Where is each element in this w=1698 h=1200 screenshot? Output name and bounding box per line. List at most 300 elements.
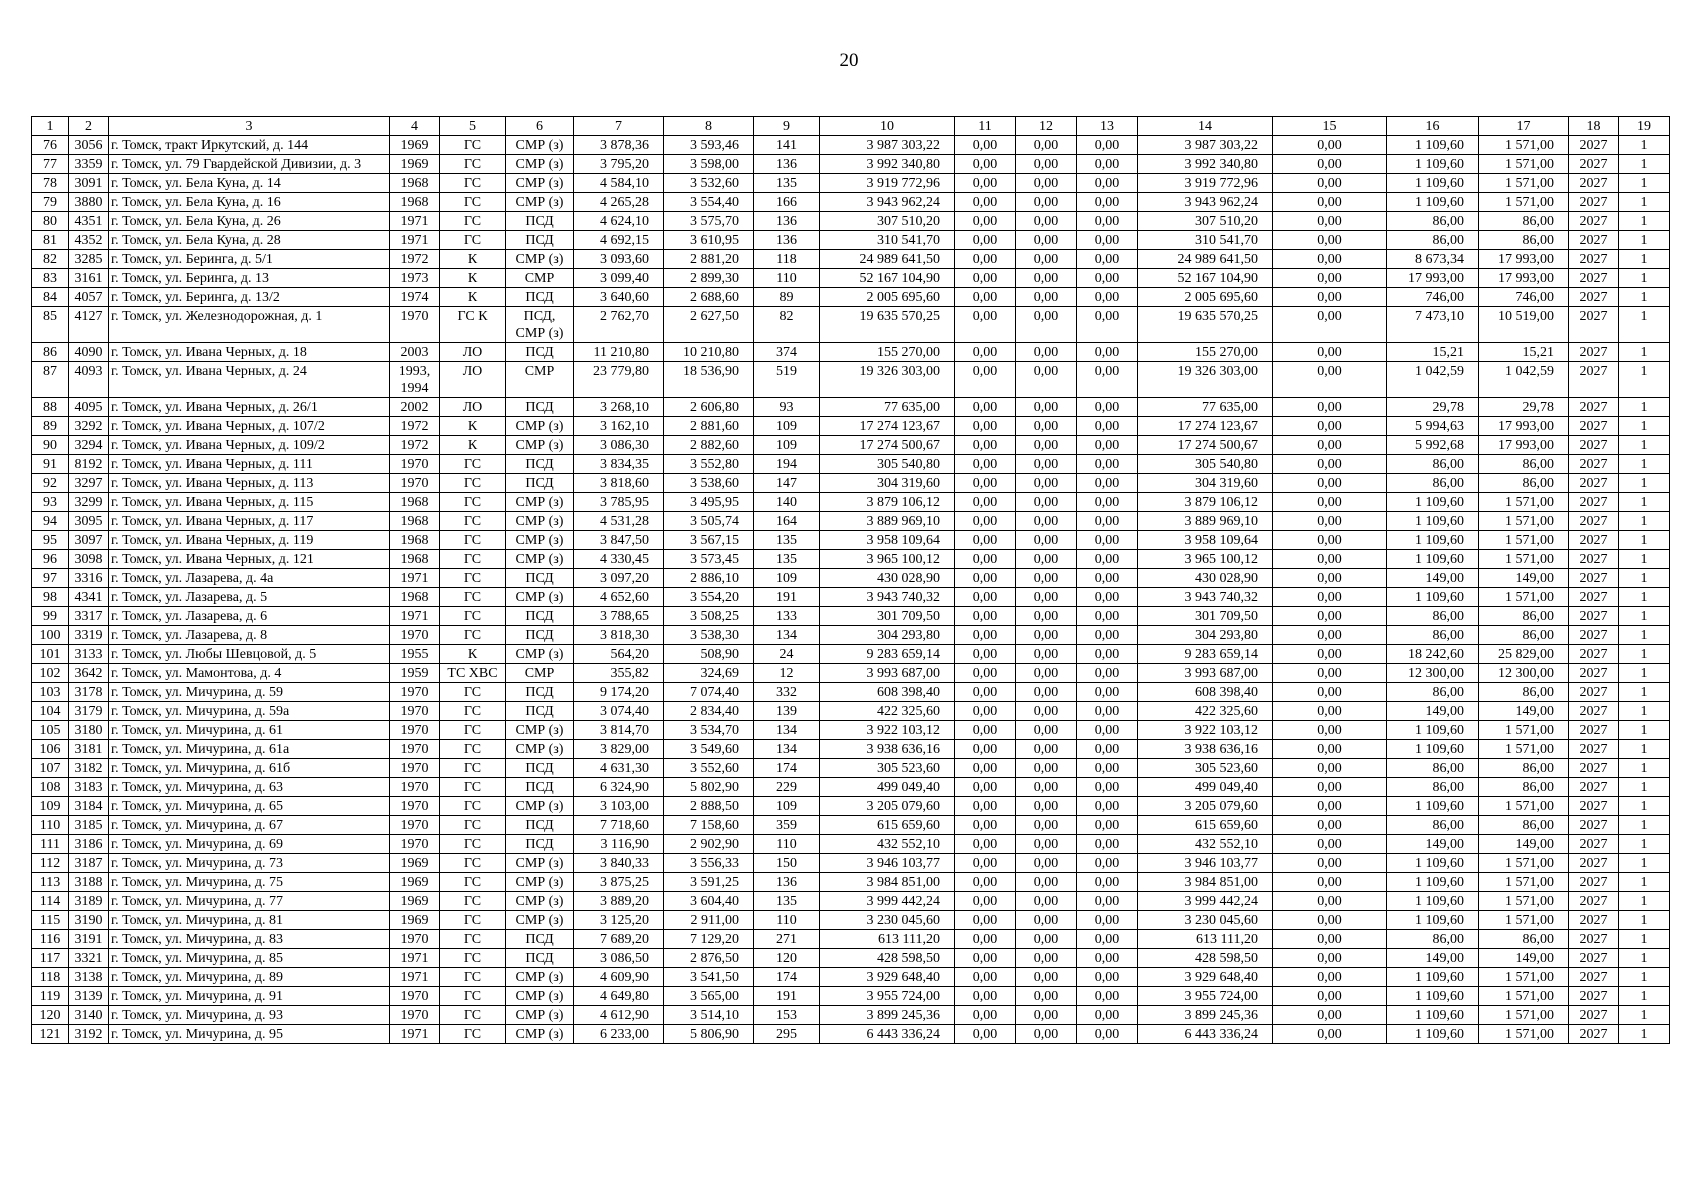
max-unit-cost-cell: 29,78 (1479, 398, 1569, 417)
object-id-cell: 3190 (69, 911, 109, 930)
work-type-cell: ПСД (506, 569, 574, 588)
living-area-cell: 3 541,50 (664, 968, 754, 987)
build-year-cell: 1970 (390, 307, 440, 343)
max-unit-cost-cell: 1 571,00 (1479, 987, 1569, 1006)
work-type-cell: СМР (з) (506, 721, 574, 740)
other-sources-cell: 0,00 (1273, 417, 1387, 436)
wall-material-cell: ГС (440, 721, 506, 740)
wall-material-cell: ГС (440, 550, 506, 569)
wall-material-cell: ГС (440, 892, 506, 911)
work-type-cell: ПСД (506, 702, 574, 721)
other-sources-cell: 0,00 (1273, 550, 1387, 569)
stage-cell: 1 (1619, 531, 1670, 550)
other-sources-cell: 0,00 (1273, 231, 1387, 250)
wall-material-cell: ГС (440, 759, 506, 778)
residents-cell: 139 (754, 702, 820, 721)
table-row (32, 531, 1670, 550)
address-cell: г. Томск, ул. Беринга, д. 13 (109, 269, 390, 288)
stage-cell: 1 (1619, 683, 1670, 702)
object-id-cell: 3140 (69, 1006, 109, 1025)
object-id-cell: 3184 (69, 797, 109, 816)
fund-federal-cell: 0,00 (955, 136, 1016, 155)
wall-material-cell: ГС (440, 702, 506, 721)
wall-material-cell: ТС ХВС (440, 664, 506, 683)
fund-regional-cell: 0,00 (1016, 721, 1077, 740)
total-area-cell: 4 649,80 (574, 987, 664, 1006)
max-unit-cost-cell: 149,00 (1479, 835, 1569, 854)
total-cost-cell: 615 659,60 (820, 816, 955, 835)
fund-local-cell: 0,00 (1077, 212, 1138, 231)
object-id-cell: 3178 (69, 683, 109, 702)
max-unit-cost-cell: 1 571,00 (1479, 968, 1569, 987)
work-type-cell: ПСД (506, 759, 574, 778)
total-area-cell: 4 265,28 (574, 193, 664, 212)
living-area-cell: 3 575,70 (664, 212, 754, 231)
fund-federal-cell: 0,00 (955, 778, 1016, 797)
table-row (32, 362, 1670, 398)
address-cell: г. Томск, ул. Мичурина, д. 91 (109, 987, 390, 1006)
unit-cost-cell: 15,21 (1387, 343, 1479, 362)
fund-regional-cell: 0,00 (1016, 797, 1077, 816)
build-year-cell: 1970 (390, 683, 440, 702)
stage-cell: 1 (1619, 797, 1670, 816)
living-area-cell: 7 074,40 (664, 683, 754, 702)
repair-program-table (31, 116, 1670, 1044)
plan-year-cell: 2027 (1569, 759, 1619, 778)
other-sources-cell: 0,00 (1273, 607, 1387, 626)
stage-cell: 1 (1619, 626, 1670, 645)
fund-regional-cell: 0,00 (1016, 778, 1077, 797)
work-type-cell: СМР (з) (506, 250, 574, 269)
max-unit-cost-cell: 86,00 (1479, 231, 1569, 250)
address-cell: г. Томск, ул. Бела Куна, д. 26 (109, 212, 390, 231)
fund-federal-cell: 0,00 (955, 550, 1016, 569)
total-cost-cell: 422 325,60 (820, 702, 955, 721)
fund-local-cell: 0,00 (1077, 816, 1138, 835)
wall-material-cell: ЛО (440, 362, 506, 398)
fund-local-cell: 0,00 (1077, 930, 1138, 949)
row-number-cell: 113 (32, 873, 69, 892)
table-row (32, 212, 1670, 231)
residents-cell: 133 (754, 607, 820, 626)
total-area-cell: 4 612,90 (574, 1006, 664, 1025)
stage-cell: 1 (1619, 155, 1670, 174)
total-cost-cell: 310 541,70 (820, 231, 955, 250)
table-row (32, 455, 1670, 474)
living-area-cell: 3 604,40 (664, 892, 754, 911)
residents-cell: 109 (754, 569, 820, 588)
other-sources-cell: 0,00 (1273, 455, 1387, 474)
total-cost-cell: 19 326 303,00 (820, 362, 955, 398)
fund-regional-cell: 0,00 (1016, 607, 1077, 626)
fund-owners-cell: 3 205 079,60 (1138, 797, 1273, 816)
stage-cell: 1 (1619, 231, 1670, 250)
wall-material-cell: ГС (440, 136, 506, 155)
fund-local-cell: 0,00 (1077, 797, 1138, 816)
address-cell: г. Томск, ул. Мичурина, д. 75 (109, 873, 390, 892)
unit-cost-cell: 86,00 (1387, 607, 1479, 626)
table-body (32, 117, 1670, 1044)
work-type-cell: СМР (з) (506, 911, 574, 930)
row-number-cell: 91 (32, 455, 69, 474)
wall-material-cell: ГС (440, 626, 506, 645)
total-cost-cell: 301 709,50 (820, 607, 955, 626)
object-id-cell: 3095 (69, 512, 109, 531)
object-id-cell: 3185 (69, 816, 109, 835)
unit-cost-cell: 1 109,60 (1387, 155, 1479, 174)
column-number-6: 6 (506, 117, 574, 136)
living-area-cell: 3 549,60 (664, 740, 754, 759)
object-id-cell: 3292 (69, 417, 109, 436)
plan-year-cell: 2027 (1569, 968, 1619, 987)
address-cell: г. Томск, ул. Любы Шевцовой, д. 5 (109, 645, 390, 664)
object-id-cell: 3642 (69, 664, 109, 683)
build-year-cell: 1970 (390, 759, 440, 778)
fund-owners-cell: 428 598,50 (1138, 949, 1273, 968)
table-row (32, 174, 1670, 193)
work-type-cell: ПСД (506, 343, 574, 362)
residents-cell: 332 (754, 683, 820, 702)
fund-owners-cell: 3 965 100,12 (1138, 550, 1273, 569)
work-type-cell: СМР (506, 664, 574, 683)
total-cost-cell: 3 999 442,24 (820, 892, 955, 911)
total-cost-cell: 3 922 103,12 (820, 721, 955, 740)
column-number-5: 5 (440, 117, 506, 136)
fund-federal-cell: 0,00 (955, 362, 1016, 398)
living-area-cell: 3 573,45 (664, 550, 754, 569)
other-sources-cell: 0,00 (1273, 250, 1387, 269)
living-area-cell: 3 538,60 (664, 474, 754, 493)
fund-federal-cell: 0,00 (955, 307, 1016, 343)
stage-cell: 1 (1619, 588, 1670, 607)
residents-cell: 191 (754, 588, 820, 607)
total-area-cell: 4 692,15 (574, 231, 664, 250)
residents-cell: 134 (754, 626, 820, 645)
plan-year-cell: 2027 (1569, 343, 1619, 362)
fund-local-cell: 0,00 (1077, 911, 1138, 930)
max-unit-cost-cell: 86,00 (1479, 455, 1569, 474)
address-cell: г. Томск, ул. Мамонтова, д. 4 (109, 664, 390, 683)
fund-federal-cell: 0,00 (955, 1006, 1016, 1025)
total-cost-cell: 3 230 045,60 (820, 911, 955, 930)
build-year-cell: 1970 (390, 740, 440, 759)
stage-cell: 1 (1619, 968, 1670, 987)
plan-year-cell: 2027 (1569, 854, 1619, 873)
fund-regional-cell: 0,00 (1016, 1006, 1077, 1025)
fund-regional-cell: 0,00 (1016, 269, 1077, 288)
plan-year-cell: 2027 (1569, 436, 1619, 455)
object-id-cell: 3139 (69, 987, 109, 1006)
fund-regional-cell: 0,00 (1016, 212, 1077, 231)
total-cost-cell: 19 635 570,25 (820, 307, 955, 343)
plan-year-cell: 2027 (1569, 417, 1619, 436)
address-cell: г. Томск, ул. Ивана Черных, д. 113 (109, 474, 390, 493)
work-type-cell: ПСД (506, 816, 574, 835)
table-row (32, 968, 1670, 987)
total-area-cell: 3 840,33 (574, 854, 664, 873)
column-number-7: 7 (574, 117, 664, 136)
table-row (32, 250, 1670, 269)
column-number-15: 15 (1273, 117, 1387, 136)
wall-material-cell: К (440, 288, 506, 307)
build-year-cell: 1973 (390, 269, 440, 288)
address-cell: г. Томск, ул. Мичурина, д. 83 (109, 930, 390, 949)
total-area-cell: 6 324,90 (574, 778, 664, 797)
total-area-cell: 4 531,28 (574, 512, 664, 531)
other-sources-cell: 0,00 (1273, 474, 1387, 493)
row-number-cell: 81 (32, 231, 69, 250)
other-sources-cell: 0,00 (1273, 702, 1387, 721)
max-unit-cost-cell: 86,00 (1479, 212, 1569, 231)
fund-owners-cell: 19 635 570,25 (1138, 307, 1273, 343)
address-cell: г. Томск, ул. Беринга, д. 5/1 (109, 250, 390, 269)
fund-regional-cell: 0,00 (1016, 136, 1077, 155)
fund-local-cell: 0,00 (1077, 1025, 1138, 1044)
other-sources-cell: 0,00 (1273, 531, 1387, 550)
column-number-4: 4 (390, 117, 440, 136)
row-number-cell: 114 (32, 892, 69, 911)
stage-cell: 1 (1619, 512, 1670, 531)
wall-material-cell: ГС (440, 512, 506, 531)
fund-regional-cell: 0,00 (1016, 968, 1077, 987)
row-number-cell: 120 (32, 1006, 69, 1025)
row-number-cell: 86 (32, 343, 69, 362)
plan-year-cell: 2027 (1569, 212, 1619, 231)
fund-owners-cell: 305 540,80 (1138, 455, 1273, 474)
fund-local-cell: 0,00 (1077, 136, 1138, 155)
fund-local-cell: 0,00 (1077, 854, 1138, 873)
row-number-cell: 76 (32, 136, 69, 155)
table-row (32, 797, 1670, 816)
fund-federal-cell: 0,00 (955, 645, 1016, 664)
fund-regional-cell: 0,00 (1016, 740, 1077, 759)
fund-owners-cell: 301 709,50 (1138, 607, 1273, 626)
residents-cell: 120 (754, 949, 820, 968)
residents-cell: 93 (754, 398, 820, 417)
fund-local-cell: 0,00 (1077, 987, 1138, 1006)
max-unit-cost-cell: 1 571,00 (1479, 854, 1569, 873)
object-id-cell: 4090 (69, 343, 109, 362)
fund-federal-cell: 0,00 (955, 911, 1016, 930)
max-unit-cost-cell: 17 993,00 (1479, 436, 1569, 455)
fund-local-cell: 0,00 (1077, 417, 1138, 436)
total-area-cell: 3 086,30 (574, 436, 664, 455)
fund-local-cell: 0,00 (1077, 835, 1138, 854)
max-unit-cost-cell: 86,00 (1479, 474, 1569, 493)
wall-material-cell: ГС (440, 835, 506, 854)
max-unit-cost-cell: 17 993,00 (1479, 269, 1569, 288)
residents-cell: 136 (754, 873, 820, 892)
other-sources-cell: 0,00 (1273, 892, 1387, 911)
object-id-cell: 3321 (69, 949, 109, 968)
total-cost-cell: 3 943 962,24 (820, 193, 955, 212)
fund-federal-cell: 0,00 (955, 1025, 1016, 1044)
table-row (32, 987, 1670, 1006)
living-area-cell: 3 534,70 (664, 721, 754, 740)
object-id-cell: 3319 (69, 626, 109, 645)
other-sources-cell: 0,00 (1273, 968, 1387, 987)
living-area-cell: 2 876,50 (664, 949, 754, 968)
unit-cost-cell: 5 994,63 (1387, 417, 1479, 436)
max-unit-cost-cell: 86,00 (1479, 930, 1569, 949)
build-year-cell: 1974 (390, 288, 440, 307)
wall-material-cell: ГС (440, 212, 506, 231)
fund-regional-cell: 0,00 (1016, 193, 1077, 212)
address-cell: г. Томск, ул. Мичурина, д. 61а (109, 740, 390, 759)
stage-cell: 1 (1619, 398, 1670, 417)
work-type-cell: ПСД (506, 288, 574, 307)
wall-material-cell: ГС (440, 531, 506, 550)
total-cost-cell: 3 946 103,77 (820, 854, 955, 873)
living-area-cell: 2 688,60 (664, 288, 754, 307)
living-area-cell: 5 806,90 (664, 1025, 754, 1044)
max-unit-cost-cell: 1 571,00 (1479, 174, 1569, 193)
address-cell: г. Томск, ул. Лазарева, д. 6 (109, 607, 390, 626)
total-area-cell: 3 162,10 (574, 417, 664, 436)
max-unit-cost-cell: 1 571,00 (1479, 740, 1569, 759)
stage-cell: 1 (1619, 721, 1670, 740)
table-row (32, 702, 1670, 721)
living-area-cell: 508,90 (664, 645, 754, 664)
total-cost-cell: 3 938 636,16 (820, 740, 955, 759)
plan-year-cell: 2027 (1569, 550, 1619, 569)
plan-year-cell: 2027 (1569, 664, 1619, 683)
living-area-cell: 3 495,95 (664, 493, 754, 512)
fund-owners-cell: 52 167 104,90 (1138, 269, 1273, 288)
residents-cell: 150 (754, 854, 820, 873)
residents-cell: 135 (754, 892, 820, 911)
other-sources-cell: 0,00 (1273, 512, 1387, 531)
fund-federal-cell: 0,00 (955, 816, 1016, 835)
wall-material-cell: ГС (440, 607, 506, 626)
table-row (32, 1006, 1670, 1025)
fund-federal-cell: 0,00 (955, 607, 1016, 626)
fund-regional-cell: 0,00 (1016, 343, 1077, 362)
column-number-2: 2 (69, 117, 109, 136)
build-year-cell: 1970 (390, 702, 440, 721)
row-number-cell: 78 (32, 174, 69, 193)
fund-local-cell: 0,00 (1077, 398, 1138, 417)
row-number-cell: 101 (32, 645, 69, 664)
other-sources-cell: 0,00 (1273, 307, 1387, 343)
unit-cost-cell: 1 109,60 (1387, 531, 1479, 550)
unit-cost-cell: 86,00 (1387, 212, 1479, 231)
row-number-cell: 109 (32, 797, 69, 816)
fund-regional-cell: 0,00 (1016, 835, 1077, 854)
stage-cell: 1 (1619, 362, 1670, 398)
unit-cost-cell: 86,00 (1387, 683, 1479, 702)
fund-federal-cell: 0,00 (955, 288, 1016, 307)
fund-regional-cell: 0,00 (1016, 398, 1077, 417)
other-sources-cell: 0,00 (1273, 949, 1387, 968)
fund-owners-cell: 17 274 500,67 (1138, 436, 1273, 455)
address-cell: г. Томск, ул. Мичурина, д. 85 (109, 949, 390, 968)
row-number-cell: 85 (32, 307, 69, 343)
fund-federal-cell: 0,00 (955, 588, 1016, 607)
fund-regional-cell: 0,00 (1016, 455, 1077, 474)
other-sources-cell: 0,00 (1273, 759, 1387, 778)
wall-material-cell: ГС (440, 968, 506, 987)
stage-cell: 1 (1619, 854, 1670, 873)
stage-cell: 1 (1619, 455, 1670, 474)
total-cost-cell: 3 987 303,22 (820, 136, 955, 155)
total-area-cell: 7 689,20 (574, 930, 664, 949)
fund-regional-cell: 0,00 (1016, 816, 1077, 835)
other-sources-cell: 0,00 (1273, 362, 1387, 398)
work-type-cell: СМР (з) (506, 193, 574, 212)
object-id-cell: 3182 (69, 759, 109, 778)
other-sources-cell: 0,00 (1273, 854, 1387, 873)
unit-cost-cell: 149,00 (1387, 835, 1479, 854)
wall-material-cell: ГС (440, 474, 506, 493)
residents-cell: 135 (754, 174, 820, 193)
build-year-cell: 1959 (390, 664, 440, 683)
max-unit-cost-cell: 149,00 (1479, 569, 1569, 588)
column-number-16: 16 (1387, 117, 1479, 136)
work-type-cell: СМР (з) (506, 892, 574, 911)
work-type-cell: СМР (з) (506, 873, 574, 892)
address-cell: г. Томск, ул. Мичурина, д. 81 (109, 911, 390, 930)
wall-material-cell: ГС (440, 778, 506, 797)
unit-cost-cell: 17 993,00 (1387, 269, 1479, 288)
wall-material-cell: ГС (440, 949, 506, 968)
stage-cell: 1 (1619, 645, 1670, 664)
object-id-cell: 3294 (69, 436, 109, 455)
fund-local-cell: 0,00 (1077, 892, 1138, 911)
living-area-cell: 3 591,25 (664, 873, 754, 892)
row-number-cell: 79 (32, 193, 69, 212)
fund-federal-cell: 0,00 (955, 269, 1016, 288)
max-unit-cost-cell: 1 571,00 (1479, 588, 1569, 607)
column-number-9: 9 (754, 117, 820, 136)
unit-cost-cell: 1 109,60 (1387, 1025, 1479, 1044)
fund-owners-cell: 432 552,10 (1138, 835, 1273, 854)
fund-local-cell: 0,00 (1077, 550, 1138, 569)
stage-cell: 1 (1619, 417, 1670, 436)
table-row (32, 136, 1670, 155)
total-area-cell: 564,20 (574, 645, 664, 664)
address-cell: г. Томск, ул. Мичурина, д. 63 (109, 778, 390, 797)
other-sources-cell: 0,00 (1273, 269, 1387, 288)
total-cost-cell: 305 540,80 (820, 455, 955, 474)
total-cost-cell: 3 992 340,80 (820, 155, 955, 174)
plan-year-cell: 2027 (1569, 835, 1619, 854)
fund-regional-cell: 0,00 (1016, 702, 1077, 721)
fund-owners-cell: 77 635,00 (1138, 398, 1273, 417)
stage-cell: 1 (1619, 1006, 1670, 1025)
total-area-cell: 3 785,95 (574, 493, 664, 512)
row-number-cell: 92 (32, 474, 69, 493)
table-row (32, 569, 1670, 588)
total-area-cell: 3 818,30 (574, 626, 664, 645)
stage-cell: 1 (1619, 136, 1670, 155)
table-row (32, 835, 1670, 854)
living-area-cell: 2 834,40 (664, 702, 754, 721)
fund-local-cell: 0,00 (1077, 778, 1138, 797)
other-sources-cell: 0,00 (1273, 626, 1387, 645)
total-area-cell: 3 788,65 (574, 607, 664, 626)
address-cell: г. Томск, ул. Ивана Черных, д. 121 (109, 550, 390, 569)
unit-cost-cell: 1 109,60 (1387, 892, 1479, 911)
other-sources-cell: 0,00 (1273, 930, 1387, 949)
living-area-cell: 3 565,00 (664, 987, 754, 1006)
column-number-10: 10 (820, 117, 955, 136)
total-area-cell: 3 875,25 (574, 873, 664, 892)
object-id-cell: 3317 (69, 607, 109, 626)
row-number-cell: 77 (32, 155, 69, 174)
column-number-13: 13 (1077, 117, 1138, 136)
column-number-row (32, 117, 1670, 136)
